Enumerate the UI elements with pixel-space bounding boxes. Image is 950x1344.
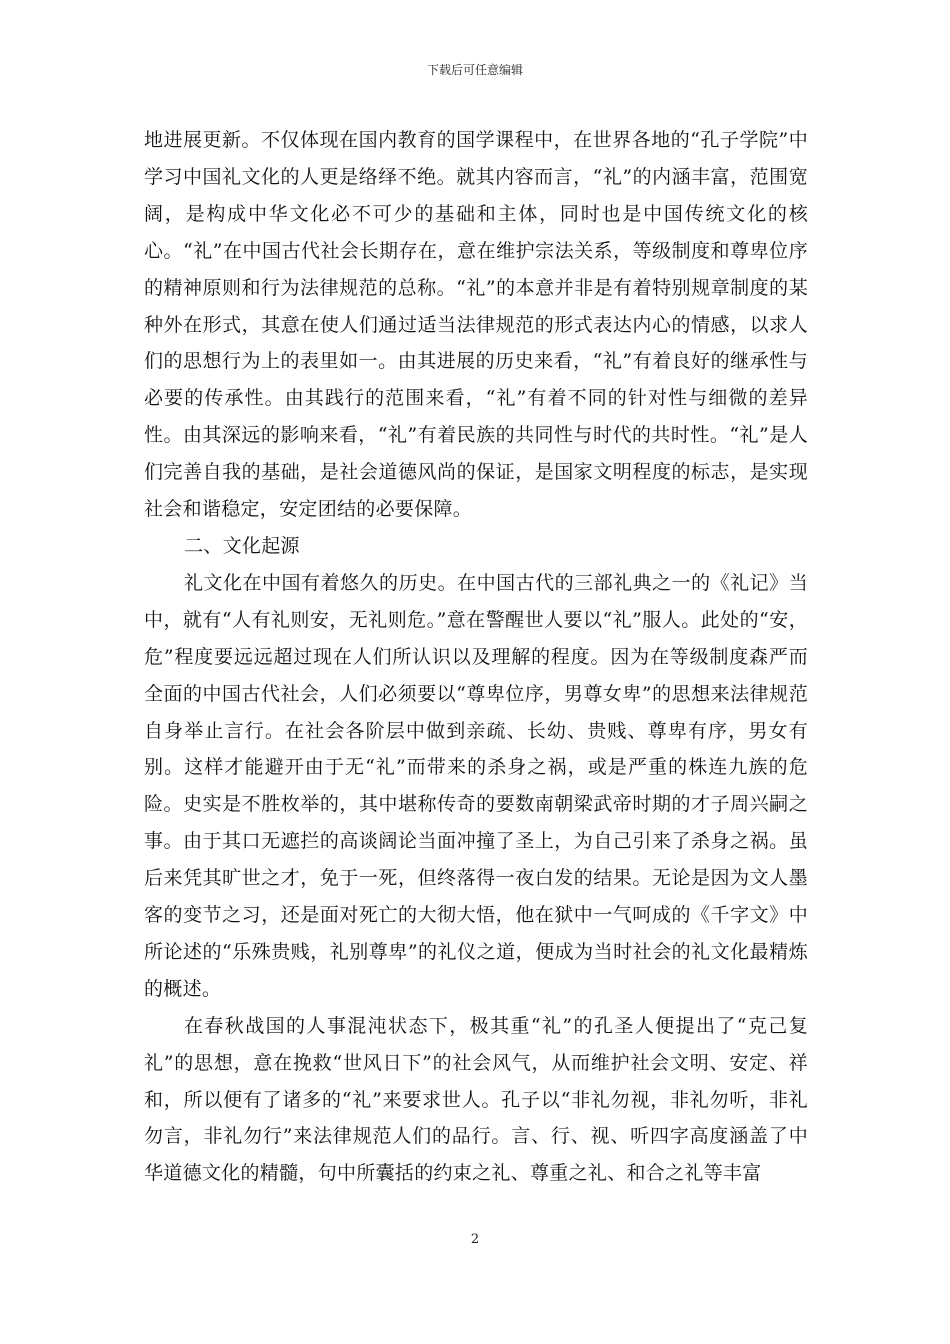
paragraph-confucius: 在春秋战国的人事混沌状态下，极其重“礼”的孔圣人便提出了“克己复礼”的思想，意在挽救“世风日下”的社会风气，从而维护社会文明、安定、祥和，所以便有了诸多的“礼”来要求世人。孔子以“非礼勿视，非礼勿听，非礼勿言，非礼勿行”来法律规范人们的品行。言、行、视、听四字高度涵盖了中华道德文化的精髓，句中所囊括的约束之礼、尊重之礼、和合之礼等丰富	[144, 1014, 808, 1185]
page-number: 2	[470, 1232, 480, 1247]
page-header: 下载后可任意编辑	[426, 63, 523, 77]
document-body	[144, 122, 808, 1192]
section-heading: 二、文化起源	[184, 534, 300, 557]
paragraph-origin: 礼文化在中国有着悠久的历史。在中国古代的三部礼典之一的《礼记》当中，就有“人有礼则安，无礼则危。”意在警醒世人要以“礼”服人。此处的“安，危”程度要远远超过现在人们所认识以及理解的程度。因为在等级制度森严而全面的中国古代社会，人们必须要以“尊卑位序，男尊女卑”的思想来法律规范自身举止言行。在社会各阶层中做到亲疏、长幼、贵贱、尊卑有序，男女有别。这样才能避开由于无“礼”而带来的杀身之祸，或是严重的株连九族的危险。史实是不胜枚举的，其中堪称传奇的要数南朝梁武帝时期的才子周兴嗣之事。由于其口无遮拦的高谈阔论当面冲撞了圣上，为自己引来了杀身之祸。虽后来凭其旷世之才，免于一死，但终落得一夜白发的结果。无论是因为文人墨客的变节之习，还是面对死亡的大彻大悟，他在狱中一气呵成的《千字文》中所论述的“乐殊贵贱，礼别尊卑”的礼仪之道，便成为当时社会的礼文化最精炼的概述。	[144, 571, 808, 1000]
paragraph-continuation: 地进展更新。不仅体现在国内教育的国学课程中，在世界各地的“孔子学院”中学习中国礼文化的人更是络绎不绝。就其内容而言，“礼”的内涵丰富，范围宽阔，是构成中华文化必不可少的基础和主体，同时也是中国传统文化的核心。“礼”在中国古代社会长期存在，意在维护宗法关系，等级制度和尊卑位序的精神原则和行为法律规范的总称。“礼”的本意并非是有着特别规章制度的某种外在形式，其意在使人们通过适当法律规范的形式表达内心的情感，以求人们的思想行为上的表里如一。由其进展的历史来看，“礼”有着良好的继承性与必要的传承性。由其践行的范围来看，“礼”有着不同的针对性与细微的差异性。由其深远的影响来看，“礼”有着民族的共同性与时代的共时性。“礼”是人们完善自我的基础，是社会道德风尚的保证，是国家文明程度的标志，是实现社会和谐稳定，安定团结的必要保障。	[144, 129, 808, 521]
